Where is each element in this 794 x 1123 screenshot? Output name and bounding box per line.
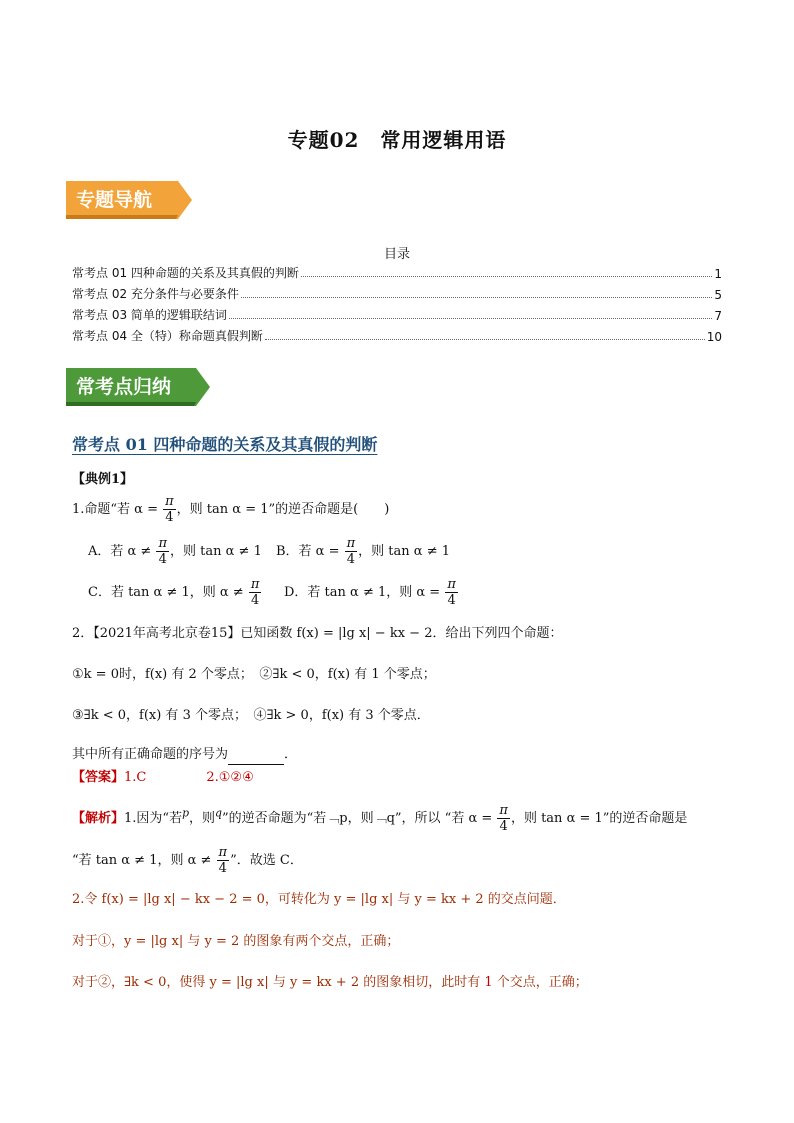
summary-banner bbox=[66, 368, 210, 406]
toc-item-label: 常考点 04 全（特）称命题真假判断 bbox=[72, 329, 263, 343]
toc-leader bbox=[265, 339, 705, 340]
q1-text-end: ，则 tan α = 1”的逆否命题是( ) bbox=[176, 502, 390, 517]
answer-1: 1.C bbox=[124, 770, 147, 785]
option-d: D．若 tan α ≠ 1，则 α = $\frac{\pi}{4}$ bbox=[284, 577, 456, 608]
nav-banner bbox=[66, 181, 192, 219]
analysis-line-2: “若 tan α ≠ 1，则 α ≠ $\frac{\pi}{4}$ ”．故选 C． bbox=[72, 845, 303, 876]
toc-item-page: 7 bbox=[714, 309, 722, 323]
summary-banner-label: 常考点归纳 bbox=[76, 376, 172, 398]
toc-heading: 目录 bbox=[383, 247, 410, 262]
toc-item[interactable] bbox=[72, 284, 722, 302]
answer-blank bbox=[228, 750, 284, 765]
analysis-line-3: 2.令 f(x) = |lg x| − kx − 2 = 0，可转化为 y = |lg x| 与 y = kx + 2 的交点问题． bbox=[72, 892, 566, 907]
question-2-ask: 其中所有正确命题的序号为 ． bbox=[72, 745, 297, 765]
toc-item-label: 常考点 03 简单的逻辑联结词 bbox=[72, 308, 227, 322]
question-2-row1: ①k = 0时，f(x) 有 2 个零点； ②∃k < 0，f(x) 有 1 个零点； bbox=[72, 667, 436, 682]
toc-item[interactable] bbox=[72, 326, 722, 344]
toc-leader bbox=[229, 318, 712, 319]
analysis-line-1: 【解析】1.因为“若$^p$，则$^q$”的逆否命题为“若﹁p，则﹁q”，所以 “若 α = $\frac{\pi}{4}$ ，则 tan α = 1”的逆否命题是 bbox=[72, 803, 688, 834]
toc-item-label: 常考点 02 充分条件与必要条件 bbox=[72, 287, 239, 301]
answer-line bbox=[72, 768, 254, 788]
toc-item[interactable] bbox=[72, 305, 722, 323]
answer-label: 【答案】 bbox=[72, 770, 125, 785]
page-title: 专题02 常用逻辑用语 bbox=[287, 128, 507, 152]
question-2-row2: ③∃k < 0，f(x) 有 3 个零点； ④∃k > 0，f(x) 有 3 个零点． bbox=[72, 708, 430, 723]
toc-item-page: 10 bbox=[706, 330, 722, 344]
toc-item-page: 1 bbox=[714, 267, 722, 281]
question-1 bbox=[72, 494, 389, 525]
toc-item[interactable] bbox=[72, 263, 722, 281]
option-a: A．若 α ≠ $\frac{\pi}{4}$ ，则 tan α ≠ 1 bbox=[88, 536, 262, 567]
toc-item-page: 5 bbox=[714, 288, 722, 302]
option-c: C．若 tan α ≠ 1，则 α ≠ $\frac{\pi}{4}$ bbox=[88, 577, 260, 608]
question-2-stem: 2．【2021年高考北京卷15】已知函数 f(x) = |lg x| − kx − 2．给出下列四个命题： bbox=[72, 626, 563, 641]
section-heading[interactable]: 常考点 01 四种命题的关系及其真假的判断 bbox=[72, 435, 378, 454]
analysis-line-5: 对于②，∃k < 0，使得 y = |lg x| 与 y = kx + 2 的图象相切，此时有 1 个交点，正确； bbox=[72, 975, 588, 990]
fraction: $\frac{\pi}{4}$ bbox=[165, 494, 174, 525]
q1-text: 1.命题“若 α = bbox=[72, 502, 163, 517]
toc-leader bbox=[301, 276, 712, 277]
nav-banner-label: 专题导航 bbox=[76, 189, 153, 211]
answer-2: 2.①②④ bbox=[206, 770, 254, 785]
option-b: B．若 α = $\frac{\pi}{4}$ ，则 tan α ≠ 1 bbox=[276, 536, 450, 567]
toc-item-label: 常考点 01 四种命题的关系及其真假的判断 bbox=[72, 266, 299, 280]
example-label: 【典例1】 bbox=[72, 472, 134, 487]
analysis-line-4: 对于①，y = |lg x| 与 y = 2 的图象有两个交点，正确； bbox=[72, 934, 400, 949]
toc-leader bbox=[241, 297, 712, 298]
